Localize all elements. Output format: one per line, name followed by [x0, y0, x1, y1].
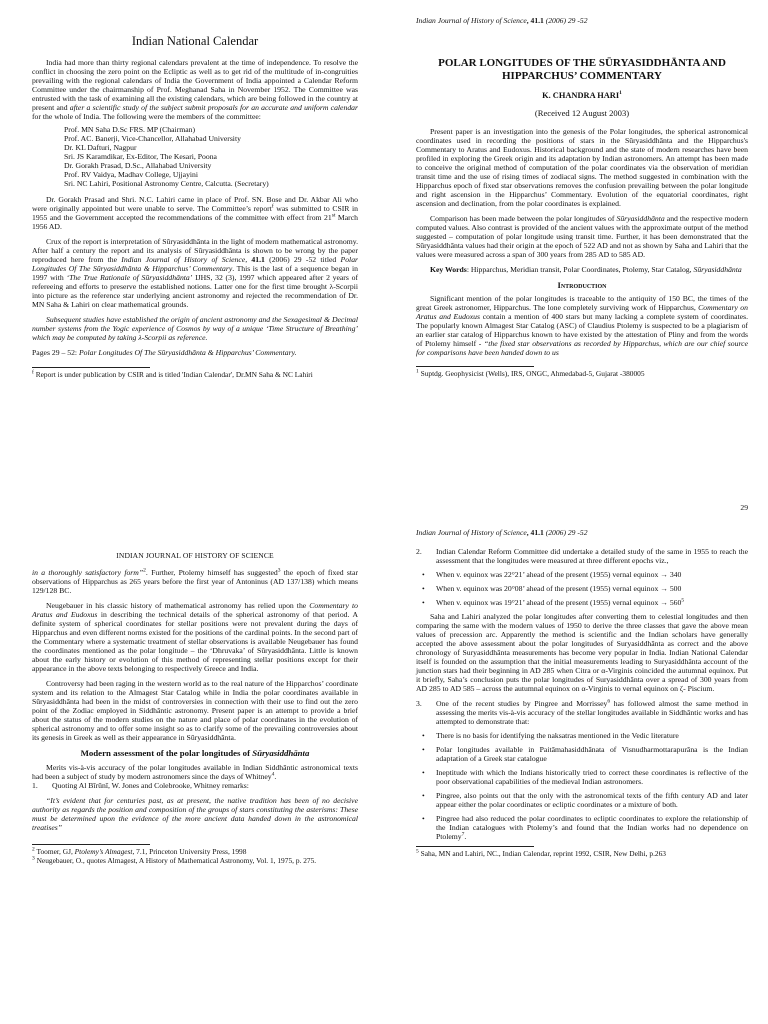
journal-name: Indian Journal of History of Science [121, 255, 246, 264]
list-item: • Pingree, also points out that the only with the astronomical texts of the fifth century AD and later appear either the polar coordinates or ecliptic coordinates or a mixture of both. [436, 791, 748, 809]
footnote-ref[interactable]: 6 [607, 698, 611, 705]
numbered-item [416, 547, 748, 565]
running-head [416, 528, 748, 537]
list-item: • When v. equinox was 20°08’ ahead of the present (1955) vernal equinox → 500 [436, 584, 748, 593]
footnote-rule [32, 844, 150, 845]
section-heading: Introduction [557, 280, 607, 290]
journal-name: Indian Journal of History of Science [416, 16, 527, 25]
page-title: Indian National Calendar [131, 34, 259, 48]
item-number: 3. [416, 699, 422, 708]
text-span: Modern assessment of the polar longitudes of [80, 748, 253, 758]
text-span: Dr. Gorakh Prasad and Shri. N.C. Lahiri came in place of Prof. SN. Bose and Dr. Akbar Ali who were originally appointed but were unable to serve. The Committee’s report [32, 195, 358, 213]
committee-member: Dr. Gorakh Prasad, D.Sc., Allahabad University [64, 161, 212, 170]
text-span: the epoch of fixed star observations of Hipparchus as 265 years before the first year of Antoninus (AD 137/138) which means 129/128 BC. [32, 568, 359, 595]
footnote-ref[interactable]: 4 [271, 771, 275, 778]
paragraph [32, 195, 358, 231]
italic-span: Sūryasiddhānta [252, 748, 310, 758]
paragraph [32, 58, 358, 121]
footnote-ref[interactable]: 7 [461, 831, 465, 838]
footnote-text: Neugebauer, O., quotes Almagest, A History of Mathematical Astronomy, Vol. 1, 1975, p. 275. [34, 855, 317, 865]
paragraph: Crux of the report is interpretation of Sūryasiddhānta in the light of modern mathematical astronomy. After half a century the report and its analysis of Sūryasiddhānta is shown to be wrong by the paper reproduced here from the Indian Journal of History of Science, 41.1 (2006) 29 -52 titled Polar Longitudes Of The Sūryasiddhānta & Hipparchus’ Commentary. This is the last of a sequence began in 1997 with ‘The True Rationale of Sūryasiddhānta’ IJHS, 32 (3), 1997 which appeared after 2 years of refereeing and efforts to preserve the established notions. Latter one for the first time brought λ-Scorpii into picture as the reference star underlying ancient astronomy and rejected the recommendation of Dr. MN Saha & Lahiri on clear mathematical grounds. [32, 237, 359, 309]
italic-span: Commentary to Aratus and Eudoxus [32, 601, 358, 619]
footnote-ref[interactable]: 3 [277, 567, 281, 574]
list-item: • Polar longitudes available in Paitāmahasiddhānata of Visnudharmottarapurāna is the Indian adaptation of a Greek star catalogue [436, 745, 748, 763]
page-polar-longitudes-second [0, 512, 384, 1024]
paragraph [416, 294, 748, 357]
text-span: . This is the last of a sequence began in 1997 with [32, 264, 358, 282]
text-span: Significant mention of the polar longitudes is traceable to the antiquity of 150 BC, the times of the great Greek astronomer, Hipparchus. The lone completely surviving work of Hipparchus, [416, 294, 748, 312]
italic-span: Commentary on Aratus and Eudoxus [416, 303, 748, 321]
text-span: . Further, Ptolemy himself has suggested [145, 568, 278, 577]
pages: (2006) 29 -52 [543, 16, 588, 25]
italic-span: after a scientific study of the subject submit proposals for an accurate and uniform calendar [69, 103, 358, 112]
footnote [416, 850, 748, 859]
list-item: • Pingree had also reduced the polar coordinates to ecliptic coordinates to explore the relationship of the Indian catalogues with Ptolemy’s and found that the Indian works had no dependence on Ptolemy$^7$. [436, 814, 748, 841]
committee-member: Dr. KL Dafturi, Nagpur [64, 143, 137, 152]
item-text: Quoting Al Bīrūnī, W. Jones and Colebrooke, Whitney remarks: [52, 781, 249, 790]
text-span: and the respective modern computed values. Also contrast is provided of the ancient values with the approximate output of the method suggested – computation of polar longitude using transit time. Further, it has been demonstrated that the Sūryasiddhānta values had their origin at the epoch of 522 AD and not as shown by Saha and Lahiri that the values were measured across a span of 300 years from 285 AD to 585 AD. [416, 214, 748, 259]
volume: , 41.1 [526, 16, 544, 25]
footnote-ref[interactable]: f [271, 203, 274, 210]
page-indian-national-calendar [0, 0, 384, 512]
footnote-mark: 3 [32, 855, 35, 862]
item-text: has followed almost the same method in assessing the merits vis-à-vis accuracy of the stellar longitudes available in Siddhāntic works and has attempted to demonstrate that: [436, 699, 748, 726]
text-span: was submitted to CSIR in 1955 and the Government accepted the recommendations of the committee with effect from 21 [32, 204, 358, 222]
footnote-ref[interactable]: 2 [143, 567, 146, 574]
footnote-ref[interactable]: 5 [681, 597, 685, 604]
paragraph [32, 601, 358, 673]
paragraph: Controversy had been raging in the western world as to the real nature of the Hipparchos’ coordinate system and its relation to the Almagest Star Catalog while in India the polar coordinates available in Sūryasiddhānta had been in the midst of controversies in connection with their use to find out the zero point of the Zodiac employed in Siddhāntic astronomy. Present paper is an attempt to provide a brief about the status of the modern studies on the nature and place of polar coordinates in the evolution of spherical astronomy and to offer some insight so as to clarify some of the prevailing controversies about its genesis in Greek as well as their appearance in Sūryasiddhānta. [32, 679, 358, 742]
keywords [416, 265, 748, 274]
text-span: (2006) 29 -52 titled [264, 255, 341, 264]
page-polar-longitudes-first [384, 0, 768, 512]
text-span: . [274, 772, 277, 781]
footnote-mark: 1 [416, 368, 419, 375]
list-item: • When v. equinox was 22°21’ ahead of the present (1955) vernal equinox → 340 [436, 570, 748, 579]
footnote-rule [416, 366, 534, 367]
text-span: , 7.1, Princeton University Press, 1998 [132, 847, 247, 856]
italic-paragraph: Subsequent studies have established the origin of ancient astronomy and the Sexagesimal & Decimal number systems from the Yogic experience of Cosmos by way of a unique ‘Time Structure of Breathing’ which may be computed by taking λ-Scorpii as reference. [32, 315, 358, 342]
footnote-rule [32, 367, 150, 368]
paper-title: POLAR LONGITUDES OF THE SŪRYASIDDHĀNTA AND HIPPARCHUS’ COMMENTARY [438, 57, 726, 82]
paragraph [32, 763, 358, 781]
journal-name: Indian Journal of History of Science [416, 528, 527, 537]
text-span: March 1956 AD. [32, 213, 358, 231]
committee-member: Sri. JS Karamdikar, Ex-Editor, The Kesari, Poona [64, 152, 217, 161]
text-span: India had more than thirty regional calendars prevalent at the time of independence. To resolve the conflict in choosing the zero point on the Ecliptic as well as to get rid of the multitude of in-congruities prevailing with the regional calendars of India the Government of India appointed a Calendar Reform Committee under the chairmanship of Prof. Meghanad Saha in November 1952. The Committee was entrusted with the task of examining all the existing calendars, which are being followed in the country at present and [32, 58, 358, 112]
list-item [436, 598, 748, 607]
numbered-item [32, 781, 358, 790]
quote-span: in a thoroughly satisfactory form” [32, 568, 144, 577]
footnote-rule [416, 846, 534, 847]
text-span: Comparison has been made between the polar longitudes of [430, 214, 617, 223]
volume: , 41.1 [526, 528, 544, 537]
paragraph: Saha and Lahiri analyzed the polar longitudes after converting them to celestial longitudes and then comparing the same with the modern values of 1950 to derive the three classes that gave the above mean values of precession arc. Apparently the method is scientific and the Indian scholars have generally accepted the above assessment about the polar longitudes of Suryasiddhānta as correct and the above chronology of Suryasiddhānta measurements has become very popular in India. Indian National Calendar itself is founded on the assumption that the initial measurements leading to Suryasiddhānta account of the junction stars had their beginning in AD 285 when Citra or α-Virginis coincided the autumnal equinox. Put it briefly, Saha’s conclusion puts the polar longitudes of Suryasiddhānta over a spread of 300 years from AD 285 to AD 585 – across the autumnal equinox on α-Virginis to vernal equinox on ζ- Piscium. [416, 612, 748, 693]
footnote-text: Saha, MN and Lahiri, NC., Indian Calendar, reprint 1992, CSIR, New Delhi, p.263 [418, 849, 666, 858]
paragraph [32, 568, 358, 595]
committee-member: Sri. NC Lahiri, Positional Astronomy Centre, Calcutta. (Secretary) [64, 179, 269, 188]
footnote-text: Report is under publication by CSIR and is titled 'Indian Calendar', Dr.MN Saha & NC Lahiri [33, 370, 313, 379]
item-text: One of the recent studies by Pingree and Morrissey [436, 699, 608, 708]
received-date: (Received 12 August 2003) [534, 108, 630, 118]
item-number: 1. [32, 781, 38, 790]
paper-title-ref: Polar Longitudes Of The Sūryasiddhānta & Hipparchus’ Commentary. [78, 348, 297, 357]
list-item: • There is no basis for identifying the naksatras mentioned in the Vedic literature [436, 731, 748, 740]
bullet-list [416, 731, 748, 841]
text-span: for the whole of India. The following were the members of the committee: [32, 112, 261, 121]
footnote-mark: f [32, 369, 34, 376]
item-number: 2. [416, 547, 422, 556]
footnote-text: Suptdg. Geophysicist (Wells), IRS, ONGC, Ahmedabad-5, Gujarat -380005 [418, 369, 645, 378]
footnote [416, 370, 748, 379]
footnote [32, 857, 358, 866]
block-quote: “It’s evident that for centuries past, as at present, the native tradition has been of no decisive authority as regards the position and composition of the groups of stars constituting the asterisms: These must be determined upon the evidence of the more ancient data handed down in the astronomical treatises” [32, 796, 358, 832]
abstract-paragraph: Present paper is an investigation into the genesis of the Polar longitudes, the spherical astronomical coordinates used in recording the positions of stars in the Sūryasiddhānta and the Hipparchus's Commentary to Aratus and Eudoxus. Historical background and the state of modern researches have been profiled in exploring the Greek origin and its adaptation by Indian astronomers. An attempt has been made to conceive the original method of computation of the polar coordinates via the observation of meridian transit time and the use of rising times of zodiacal signs. The method suggested in combination with the Hipparchus epoch of fixed star observations removes the confusion prevailing between the polar longitude and right ascension in the Hipparchus’ Commentary. Evolution of the equatorial coordinates, right ascension and declination, from the polar coordinates is explained. [416, 127, 748, 208]
item-text: When v. equinox was 19°21’ ahead of the present (1955) vernal equinox → 560 [436, 598, 682, 607]
superscript: st [331, 212, 336, 219]
italic-span: Sūryasiddhānta [616, 214, 665, 223]
text-span: Pages 29 – 52: [32, 348, 79, 357]
footnote-mark: 5 [416, 848, 419, 855]
committee-member: Prof. MN Saha D.Sc FRS. MP (Chairman) [64, 125, 196, 134]
italic-span: Sūryasiddhānta [693, 265, 742, 274]
text-span: in describing the technical details of the spherical astronomy of that period. A definite system of spherical coordinates for stellar positions were not prevalent during the days of Hipparchus and even different norms existed for the positions of the cardinal points. In the second part of the Commentary where a systematic treatment of stellar observations is available Neugebauer has found the coordinates mentioned as the polar longitude – the ‘Dhruvaka’ of Sūryasiddhānta. Little is known about the early history or evolution of this method of representing stellar positions except for their appearance in the above texts belonging to respectively Greece and India. [32, 610, 358, 673]
text-span: IJHS, 32 (3), 1997 which appeared after 2 years of refereeing and efforts to preserve the established notions. Latter one for the first time brought λ-Scorpii into picture as the reference star underlying ancient astronomy and rejected the recommendation of Dr. MN Saha & Lahiri on clear mathematical grounds. [32, 273, 359, 309]
text-span: Crux of the report is interpretation of Sūryasiddhānta in the light of modern mathematical astronomy. After half a century the report and its analysis of Sūryasiddhānta is shown to be wrong by the paper reproduced here from the [32, 237, 358, 264]
running-head [416, 16, 748, 25]
numbered-item [416, 699, 748, 726]
item-text: Pingree had also reduced the polar coordinates to ecliptic coordinates to explore the relationship of the Indian catalogues with Ptolemy’s and found that the Indian works had no dependence on Ptolemy [436, 814, 748, 841]
keywords-text: : Hipparchus, Meridian transit, Polar Coordinates, Ptolemy, Star Catalog, [466, 265, 694, 274]
pages-line [32, 348, 358, 357]
paper-title-ref: Polar Longitudes Of The Sūryasiddhānta & Hipparchus’ Commentary [32, 255, 359, 273]
running-head: INDIAN JOURNAL OF HISTORY OF SCIENCE [116, 551, 274, 560]
quote-span: “the fixed star observations as recorded by Hipparchus, which are our chief source for comparisons have been handed down to us [416, 339, 748, 357]
page-polar-longitudes-third [384, 512, 768, 1024]
section-heading [32, 748, 358, 758]
author [416, 91, 748, 100]
footnote-ref[interactable]: 1 [619, 90, 622, 97]
volume: 41.1 [251, 255, 265, 264]
abstract-paragraph [416, 214, 748, 259]
page-number: 29 [740, 503, 748, 512]
footnote [32, 371, 358, 380]
italic-span: Ptolemy’s Almagest [74, 847, 133, 856]
author-name: K. CHANDRA HARI [542, 91, 620, 100]
list-item: • Ineptitude with which the Indians historically tried to correct these coordinates is reflective of the poor observational capabilities of the medieval Indian astronomers. [436, 768, 748, 786]
text-span: contain a mention of 400 stars but many lacking a complete system of coordinates. The popularly known Almagest Star Catalog (ASC) of Claudius Ptolemy is suspected to be a plagiarism of an earlier star catalog of Hipparchus known to have existed by the attestation of Pliny and from the words of Ptolemy himself - [416, 312, 748, 348]
text-span: Toomer, GJ, [34, 847, 75, 856]
keywords-label: Key Words [430, 265, 467, 274]
committee-member: Prof. AC. Banerji, Vice-Chancellor, Allahabad University [64, 134, 241, 143]
pages: (2006) 29 -52 [543, 528, 588, 537]
text-span: Neugebauer in his classic history of mathematical astronomy has relied upon the [46, 601, 310, 610]
bullet-list [416, 570, 748, 607]
footnote-mark: 2 [32, 846, 35, 853]
committee-member: Prof. RV Vaidya, Madhav College, Ujjayini [64, 170, 199, 179]
item-text: Indian Calendar Reform Committee did undertake a detailed study of the same in 1955 to reach the assessment that the longitudes were measured at three different epochs viz., [436, 547, 748, 565]
committee-list [64, 125, 358, 188]
paper-title-ref: ‘The True Rationale of Sūryasiddhānta’ [66, 273, 193, 282]
text-span: Merits vis-à-vis accuracy of the polar longitudes available in Indian Siddhāntic astronomical texts had been a subject of study by modern astronomers since the days of Whitney [32, 763, 358, 781]
